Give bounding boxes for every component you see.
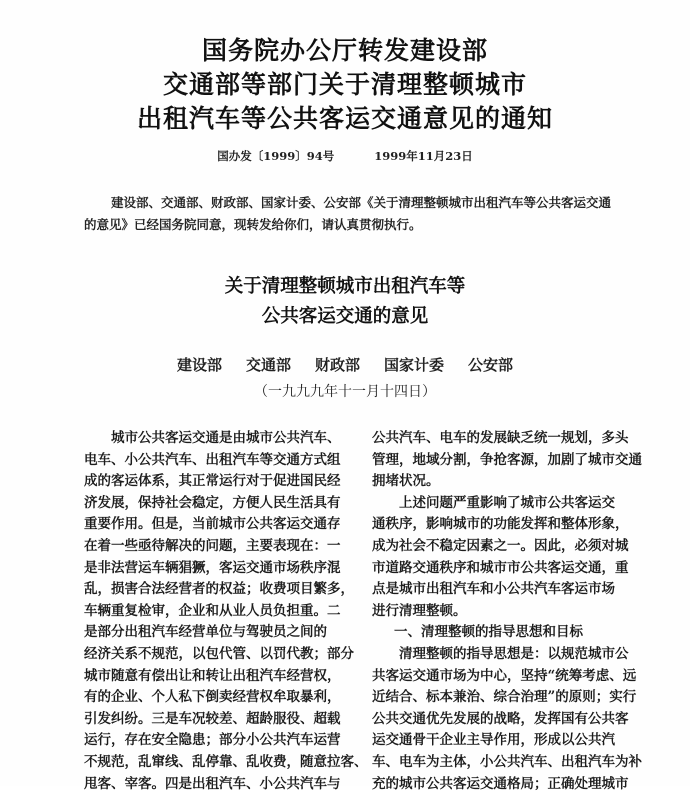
issuer: 财政部 [315, 356, 360, 374]
body-line: 车辆重复检审，企业和从业人员负担重。二 [84, 601, 350, 623]
issuer: 交通部 [246, 356, 291, 374]
body-line: 市道路交通秩序和城市市公共客运交通，重 [372, 558, 640, 580]
body-line: 济发展，保持社会稳定，方便人民生活具有 [84, 493, 350, 515]
body-line: 成为社会不稳定因素之一。因此，必须对城 [372, 536, 640, 558]
issuing-departments [0, 354, 690, 375]
intro-line: 的意见》已经国务院同意，现转发给你们，请认真贯彻执行。 [84, 214, 640, 236]
body-line: 进行清理整顿。 [372, 601, 640, 623]
body-line: 电车、小公共汽车、出租汽车等交通方式组 [84, 450, 350, 472]
document-date: 1999年11月23日 [374, 148, 473, 164]
body-column-right [372, 428, 640, 795]
issuer: 公安部 [468, 356, 513, 374]
body-line: 有的企业、个人私下倒卖经营权牟取暴利， [84, 687, 350, 709]
notice-title-line: 出租汽车等公共客运交通意见的通知 [0, 102, 690, 136]
body-column-left [84, 428, 350, 795]
body-line: 经济关系不规范，以包代管、以罚代教；部分 [84, 644, 350, 666]
body-line: 引发纠纷。三是车况较差、超龄服役、超载 [84, 709, 350, 731]
intro-line: 建设部、交通部、财政部、国家计委、公安部《关于清理整顿城市出租汽车等公共客运交通 [84, 192, 640, 214]
body-line: 是非法营运车辆猖獗，客运交通市场秩序混 [84, 558, 350, 580]
opinion-title-line: 公共客运交通的意见 [0, 302, 690, 332]
body-line: 管理，地域分割，争抢客源，加剧了城市交通 [372, 450, 640, 472]
body-line: 通秩序，影响城市的功能发挥和整体形象， [372, 514, 640, 536]
opinion-title [0, 272, 690, 332]
body-line: 甩客、宰客。四是出租汽车、小公共汽车与 [84, 774, 350, 795]
document-meta [0, 148, 690, 164]
body-line: 公共汽车、电车的发展缺乏统一规划，多头 [372, 428, 640, 450]
body-line: 乱，损害合法经营者的权益；收费项目繁多， [84, 579, 350, 601]
body-line: 在着一些亟待解决的问题，主要表现在：一 [84, 536, 350, 558]
document-number: 国办发〔1999〕94号 [217, 148, 334, 164]
body-line: 清理整顿的指导思想是：以规范城市公 [372, 644, 640, 666]
opinion-date: （一九九九年十一月十四日） [0, 381, 690, 401]
body-line: 城市公共客运交通是由城市公共汽车、 [84, 428, 350, 450]
body-line: 点是城市出租汽车和小公共汽车客运市场 [372, 579, 640, 601]
body-line: 城市随意有偿出让和转让出租汽车经营权， [84, 666, 350, 688]
notice-title-line: 交通部等部门关于清理整顿城市 [0, 68, 690, 102]
issuer: 国家计委 [384, 356, 444, 374]
notice-title-line: 国务院办公厅转发建设部 [0, 34, 690, 68]
body-line: 成的客运体系，其正常运行对于促进国民经 [84, 471, 350, 493]
body-line: 共客运交通市场为中心，坚持“统筹考虑、远 [372, 666, 640, 688]
body-line: 上述问题严重影响了城市公共客运交 [372, 493, 640, 515]
body-line: 充的城市公共客运交通格局；正确处理城市 [372, 774, 640, 795]
body-line: 不规范，乱窜线、乱停靠、乱收费，随意拉客、 [84, 752, 350, 774]
body-line: 公共交通优先发展的战略，发挥国有公共客 [372, 709, 640, 731]
body-line: 运行，存在安全隐患；部分小公共汽车运营 [84, 730, 350, 752]
body-line: 运交通骨干企业主导作用，形成以公共汽 [372, 730, 640, 752]
issuer: 建设部 [177, 356, 222, 374]
body-line: 拥堵状况。 [372, 471, 640, 493]
body-line: 近结合、标本兼治、综合治理”的原则；实行 [372, 687, 640, 709]
body-line: 车、电车为主体，小公共汽车、出租汽车为补 [372, 752, 640, 774]
opinion-title-line: 关于清理整顿城市出租汽车等 [0, 272, 690, 302]
notice-title [0, 34, 690, 136]
section-heading: 一、清理整顿的指导思想和目标 [372, 622, 640, 644]
body-line: 是部分出租汽车经营单位与驾驶员之间的 [84, 622, 350, 644]
notice-intro-paragraph [84, 192, 640, 236]
body-line: 重要作用。但是，当前城市公共客运交通存 [84, 514, 350, 536]
